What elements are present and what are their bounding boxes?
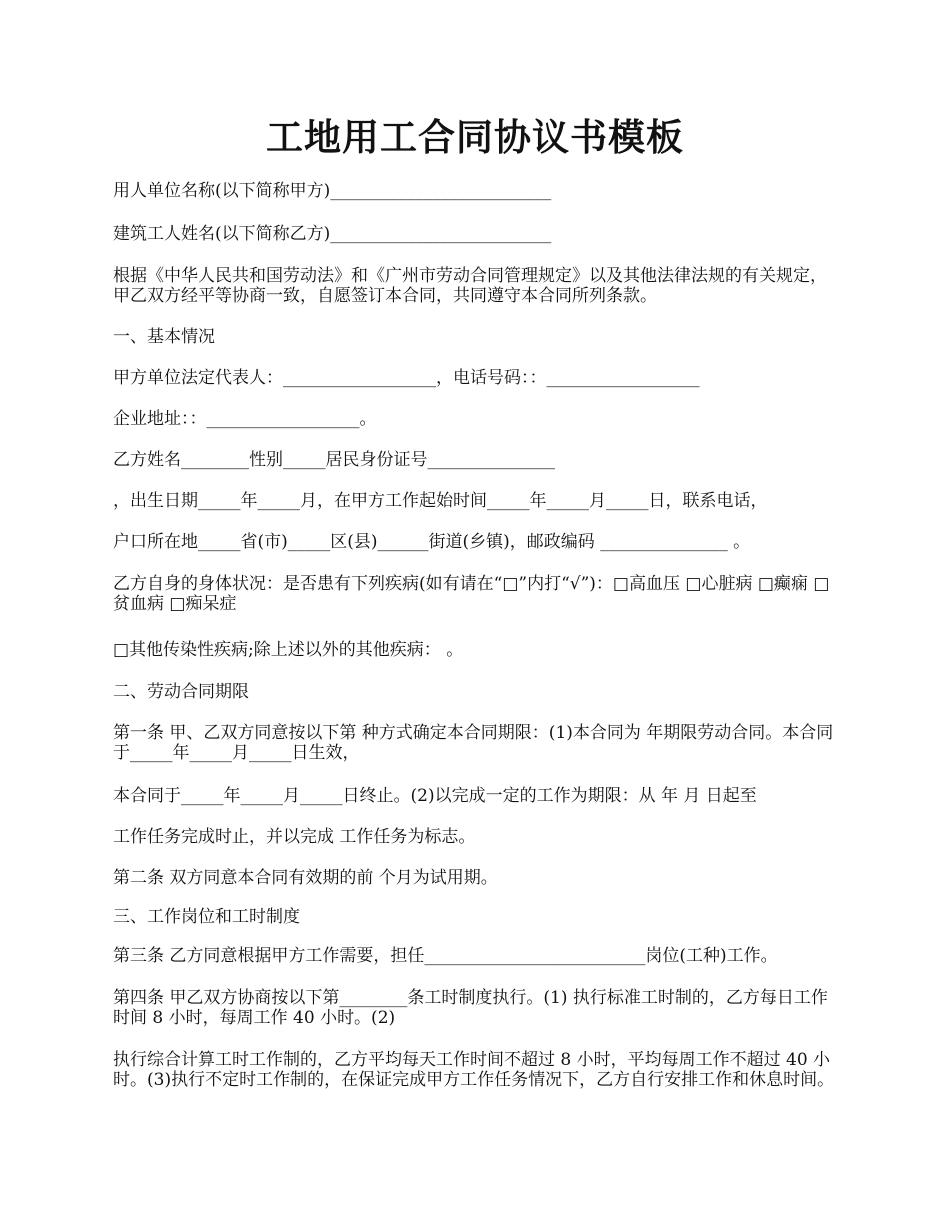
preamble-paragraph: 根据《中华人民共和国劳动法》和《广州市劳动合同管理规定》以及其他法律法规的有关规定，甲乙双方经平等协商一致，自愿签订本合同，共同遵守本合同所列条款。 xyxy=(113,266,827,306)
worker-id-line: 乙方姓名________性别_____居民身份证号_______________ xyxy=(113,450,555,470)
section-heading-work-post: 三、工作岗位和工时制度 xyxy=(113,907,300,927)
article-2-paragraph: 第二条 双方同意本合同有效期的前 个月为试用期。 xyxy=(113,868,498,888)
document-title: 工地用工合同协议书模板 xyxy=(266,115,684,159)
birth-date-line: ，出生日期_____年_____月，在甲方工作起始时间_____年_____月_____日，联系电话， xyxy=(113,491,768,511)
other-diseases-line: □其他传染性疾病;除上述以外的其他疾病： 。 xyxy=(113,640,464,660)
employer-name-line: 用人单位名称(以下简称甲方)__________________________ xyxy=(113,181,552,201)
article-1-paragraph: 第一条 甲、乙双方同意按以下第 种方式确定本合同期限：(1)本合同为 年期限劳动合同。本合同于_____年_____月_____日生效， xyxy=(113,723,834,763)
health-status-paragraph: 乙方自身的身体状况：是否患有下列疾病(如有请在“□”内打“√”)：□高血压 □心脏病 □癫痫 □贫血病 □痴呆症 xyxy=(113,574,830,614)
section-heading-contract-term: 二、劳动合同期限 xyxy=(113,682,249,702)
article-4-paragraph: 第四条 甲乙双方协商按以下第________条工时制度执行。(1) 执行标准工时制的，乙方每日工作时间 8 小时，每周工作 40 小时。(2) xyxy=(113,988,828,1028)
contract-end-line: 本合同于_____年_____月_____日终止。(2)以完成一定的工作为期限：从 年 月 日起至 xyxy=(113,786,757,806)
working-hours-paragraph: 执行综合计算工时工作制的，乙方平均每天工作时间不超过 8 小时，平均每周工作不超过 40 小时。(3)执行不定时工作制的，在保证完成甲方工作任务情况下，乙方自行安排工作和休息时间。 xyxy=(113,1050,835,1090)
task-completion-line: 工作任务完成时止，并以完成 工作任务为标志。 xyxy=(113,827,476,847)
household-registration-line: 户口所在地_____省(市)_____区(县)______街道(乡镇)，邮政编码 _______________ 。 xyxy=(113,532,751,552)
worker-name-line: 建筑工人姓名(以下简称乙方)__________________________ xyxy=(113,224,552,244)
legal-representative-line: 甲方单位法定代表人：__________________，电话号码：：__________________ xyxy=(113,368,700,388)
section-heading-basic-info: 一、基本情况 xyxy=(113,327,215,347)
company-address-line: 企业地址：：__________________。 xyxy=(113,409,377,429)
article-3-paragraph: 第三条 乙方同意根据甲方工作需要，担任__________________________岗位(工种)工作。 xyxy=(113,946,778,966)
